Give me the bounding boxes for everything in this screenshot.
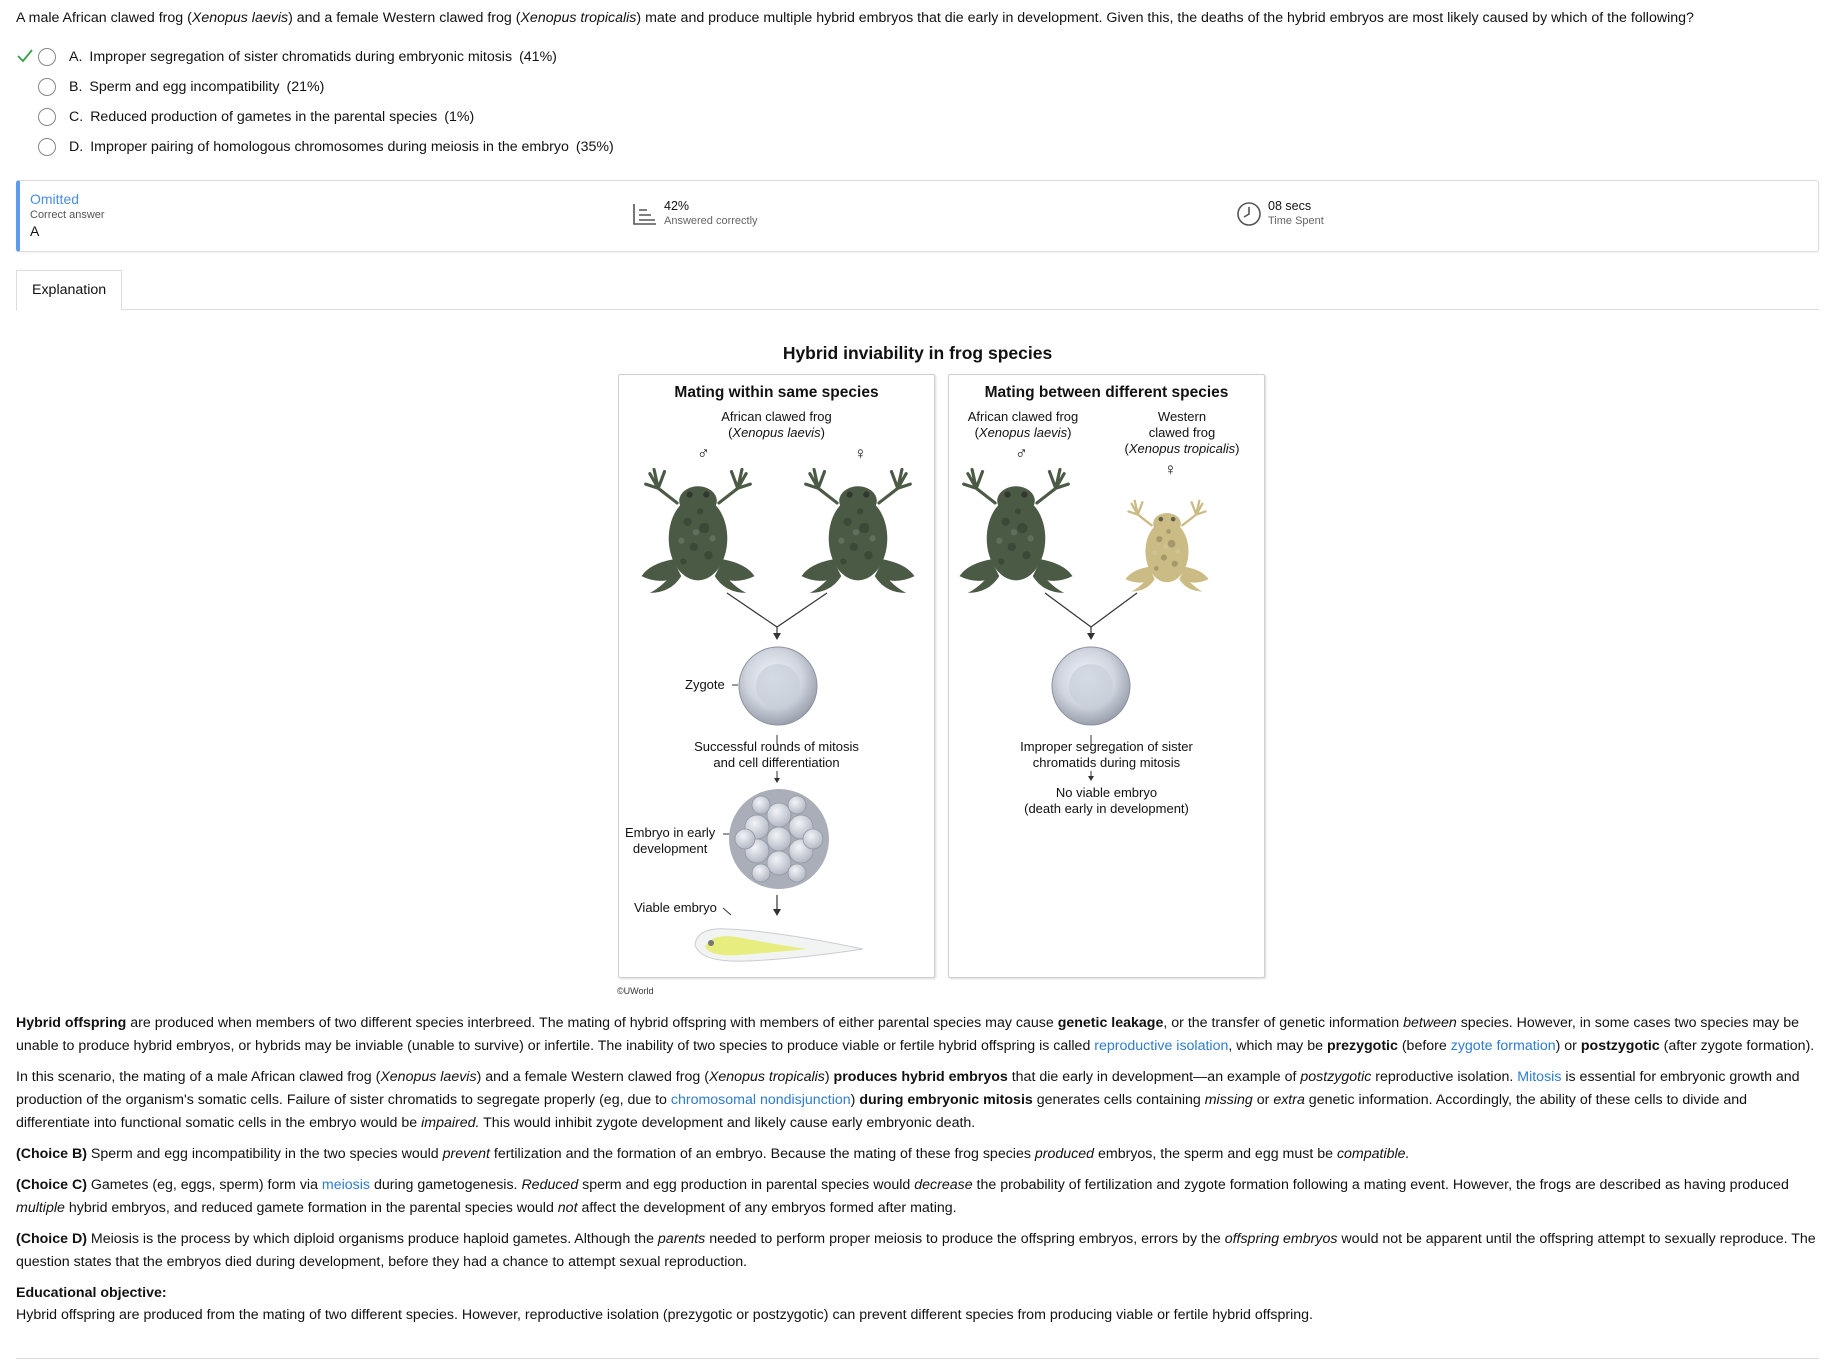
time-spent-stat	[1236, 199, 1324, 228]
answer-percent: (1%)	[444, 108, 475, 125]
explanation-body	[16, 1012, 1819, 1327]
male-symbol: ♂	[697, 444, 710, 463]
answer-choice-a[interactable]: A. Improper segregation of sister chromatids during embryonic mitosis (41%)	[16, 42, 1819, 72]
bar-chart-icon	[632, 202, 658, 226]
panel-heading: Mating between different species	[984, 384, 1229, 401]
answer-percent: (35%)	[575, 138, 614, 155]
percent-correct-stat	[632, 199, 758, 228]
time-caption: Time Spent	[1268, 215, 1324, 227]
question-stem: A male African clawed frog (Xenopus laevis) and a female Western clawed frog (Xenopus tropicalis) mate and produce multiple hybrid embryos that die early in development. Given this, the deaths of the hybrid embryos are most likely caused by which of the following?	[16, 10, 1694, 26]
clock-icon	[1236, 201, 1262, 227]
copyright-label: ©UWorld	[617, 986, 654, 996]
link-zygote-formation[interactable]: zygote formation	[1450, 1038, 1556, 1054]
panel-same-species	[618, 374, 935, 978]
link-mitosis[interactable]: Mitosis	[1517, 1069, 1562, 1085]
radio-button-d[interactable]	[38, 138, 56, 156]
panel-heading: Mating within same species	[674, 384, 879, 401]
no-viable-embryo-label: No viable embryo (death early in development)	[1024, 785, 1189, 816]
figure-hybrid-inviability	[16, 364, 1819, 1012]
early-embryo-image	[727, 787, 831, 891]
improper-segregation-label: Improper segregation of sister chromatids during mitosis	[1020, 739, 1193, 770]
answer-text: Improper segregation of sister chromatids during embryonic mitosis	[89, 48, 513, 65]
educational-objective-heading: Educational objective:	[16, 1285, 167, 1301]
answer-text: Reduced production of gametes in the parental species	[90, 108, 438, 125]
mitosis-step-label: Successful rounds of mitosis and cell differentiation	[694, 739, 859, 770]
radio-button-b[interactable]	[38, 78, 56, 96]
choice-b-explanation: (Choice B) Sperm and egg incompatibility in the two species would prevent fertilization and the formation of an embryo. Because the mating of these frog species produced embryos, the sperm and egg must be compatible.	[16, 1146, 1410, 1162]
female-symbol: ♀	[854, 444, 867, 463]
female-symbol: ♀	[1164, 460, 1177, 479]
link-reproductive-isolation[interactable]: reproductive isolation	[1094, 1038, 1229, 1054]
answer-status	[30, 191, 105, 240]
answer-choices	[16, 42, 1819, 162]
radio-button-c[interactable]	[38, 108, 56, 126]
embryo-label: Embryo in early development	[625, 825, 716, 856]
checkmark-icon	[16, 48, 34, 64]
zygote-label: Zygote	[685, 677, 725, 692]
species-label-western: Western clawed frog (Xenopus tropicalis)	[1124, 409, 1240, 456]
status-omitted: Omitted	[30, 191, 80, 207]
choice-c-explanation: (Choice C) Gametes (eg, eggs, sperm) form via meiosis during gametogenesis. Reduced sperm and egg production in parental species would decrease the probability of fertilization and zygote formation following a mating event. However, the frogs are described as having produced multiple hybrid embryos, and reduced gamete formation in the parental species would not affect the development of any embryos formed after mating.	[16, 1177, 1789, 1216]
answer-text: Sperm and egg incompatibility	[89, 78, 280, 95]
tab-explanation[interactable]: Explanation	[16, 270, 122, 311]
answer-text: Improper pairing of homologous chromosomes during meiosis in the embryo	[90, 138, 569, 155]
hybrid-zygote-cell-image	[1050, 645, 1132, 727]
species-label-african: African clawed frog (Xenopus laevis)	[967, 409, 1079, 440]
percent-value: 42%	[664, 199, 690, 213]
choice-d-explanation: (Choice D) Meiosis is the process by which diploid organisms produce haploid gametes. Although the parents needed to perform proper meiosis to produce the offspring embryos, errors by the offspring embryos would not be apparent until the offspring attempt to sexually reproduce. The question states that the embryos died during development, before they had a chance to attempt sexual reproduction.	[16, 1231, 1816, 1270]
explanation-paragraph: Hybrid offspring are produced when members of two different species interbreed. The mating of hybrid offspring with members of either parental species may cause genetic leakage, or the transfer of genetic information between species. However, in some cases two species may be unable to produce hybrid embryos, or hybrids may be inviable (unable to survive) or infertile. The inability of two species to produce viable or fertile hybrid offspring is called reproductive isolation, which may be prezygotic (before zygote formation) or postzygotic (after zygote formation).	[16, 1015, 1815, 1054]
radio-button-a[interactable]	[38, 48, 56, 66]
male-symbol: ♂	[1015, 444, 1028, 463]
answer-choice-b[interactable]: B. Sperm and egg incompatibility (21%)	[16, 72, 1819, 102]
viable-embryo-label: Viable embryo	[634, 900, 717, 915]
percent-caption: Answered correctly	[664, 215, 758, 227]
zygote-cell-image	[737, 645, 819, 727]
tab-bar	[16, 270, 1819, 310]
educational-objective-text: Hybrid offspring are produced from the mating of two different species. However, reproductive isolation (prezygotic or postzygotic) can prevent different species from producing viable or fertile hybrid offspring.	[16, 1307, 1313, 1323]
figure-title: Hybrid inviability in frog species	[782, 343, 1053, 363]
correct-answer-value: A	[30, 223, 40, 239]
link-meiosis[interactable]: meiosis	[321, 1177, 370, 1193]
species-label: African clawed frog (Xenopus laevis)	[721, 409, 832, 440]
correct-answer-caption: Correct answer	[30, 209, 105, 221]
answer-percent: (41%)	[519, 48, 557, 65]
link-chromosomal-nondisjunction[interactable]: chromosomal nondisjunction	[670, 1092, 851, 1108]
explanation-paragraph: In this scenario, the mating of a male African clawed frog (Xenopus laevis) and a female Western clawed frog (Xenopus tropicalis) produces hybrid embryos that die early in development—an example of postzygotic reproductive isolation. Mitosis is essential for embryonic growth and production of the organism's somatic cells. Failure of sister chromatids to segregate properly (eg, due to chromosomal nondisjunction) during embryonic mitosis generates cells containing missing or extra genetic information. Accordingly, the ability of these cells to divide and differentiate into functional somatic cells in the embryo would be impaired. This would inhibit zygote development and likely cause early embryonic death.	[16, 1069, 1800, 1131]
stats-bar	[16, 180, 1819, 252]
divider	[16, 1358, 1819, 1359]
tadpole-image	[687, 915, 867, 975]
answer-choice-c[interactable]: C. Reduced production of gametes in the parental species (1%)	[16, 102, 1819, 132]
answer-choice-d[interactable]: D. Improper pairing of homologous chromosomes during meiosis in the embryo (35%)	[16, 132, 1819, 162]
time-value: 08 secs	[1268, 199, 1312, 213]
panel-different-species	[948, 374, 1265, 978]
answer-percent: (21%)	[286, 78, 325, 95]
